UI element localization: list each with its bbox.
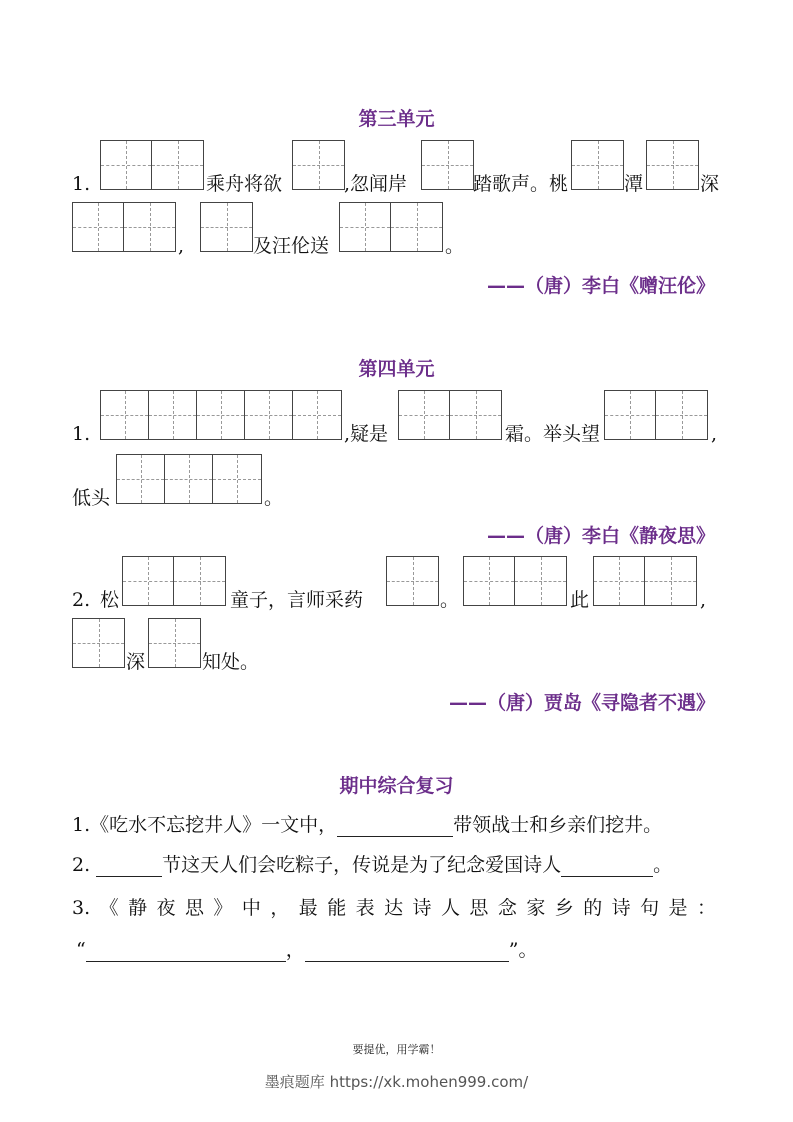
- question-text: 带领战士和乡亲们挖井。: [453, 814, 663, 836]
- answer-grid[interactable]: [604, 390, 708, 440]
- poem-text: 踏歌声。桃: [473, 173, 569, 195]
- fill-blank[interactable]: [337, 816, 453, 837]
- poem-text: 深: [126, 651, 146, 673]
- poem-text: 深: [700, 173, 720, 195]
- answer-grid[interactable]: [386, 556, 439, 606]
- question-text: 《静夜思》中，最能表达诗人思念家乡的诗句是：: [99, 897, 722, 919]
- poem-text: ,: [711, 423, 718, 445]
- answer-grid[interactable]: [100, 390, 342, 440]
- poem-text: 松: [100, 589, 120, 611]
- poem-text: 。: [264, 487, 284, 509]
- fill-blank[interactable]: [561, 856, 653, 877]
- poem-text: 。: [440, 589, 460, 611]
- answer-grid[interactable]: [571, 140, 624, 190]
- poem-text: 。: [445, 235, 465, 257]
- unit3-heading: 第三单元: [358, 108, 435, 130]
- poem-text: 低头: [72, 487, 111, 509]
- answer-grid[interactable]: [148, 618, 201, 668]
- poem-text: 童子，言师采药: [230, 589, 364, 611]
- poem-text: ,忽闻岸: [344, 173, 408, 195]
- footer-site: 墨痕题库 https://xk.mohen999.com/: [264, 1073, 529, 1091]
- question-text: 节这天人们会吃粽子，传说是为了纪念爱国诗人: [162, 854, 562, 876]
- fill-blank[interactable]: [305, 941, 509, 962]
- midterm-q3: [72, 896, 722, 920]
- poem-text: 此: [570, 589, 590, 611]
- unit4-heading: 第四单元: [358, 358, 435, 380]
- question-number: 2.: [72, 854, 91, 876]
- comma: ，: [285, 939, 305, 961]
- answer-grid[interactable]: [122, 556, 226, 606]
- answer-grid[interactable]: [646, 140, 699, 190]
- question-text: 《吃水不忘挖井人》一文中，: [90, 814, 338, 836]
- poem-text: 知处。: [202, 651, 260, 673]
- unit4-attribution-1: ——（唐）李白《静夜思》: [486, 525, 715, 547]
- midterm-heading: 期中综合复习: [339, 775, 454, 797]
- answer-grid[interactable]: [200, 202, 253, 252]
- midterm-q1: [72, 813, 662, 837]
- unit4-attribution-2: ——（唐）贾岛《寻隐者不遇》: [448, 692, 715, 714]
- answer-grid[interactable]: [593, 556, 697, 606]
- answer-grid[interactable]: [339, 202, 443, 252]
- answer-grid[interactable]: [421, 140, 474, 190]
- poem-text: 潭: [624, 173, 644, 195]
- poem-text: ,: [178, 235, 185, 257]
- question-number: 1.: [72, 814, 91, 836]
- answer-grid[interactable]: [100, 140, 204, 190]
- unit4-q2-number: 2.: [72, 589, 91, 611]
- answer-grid[interactable]: [398, 390, 502, 440]
- poem-text: ,疑是: [344, 423, 389, 445]
- midterm-q2: [72, 853, 672, 877]
- answer-grid[interactable]: [116, 454, 262, 504]
- question-number: 3.: [72, 897, 91, 919]
- footer-slogan: 要提优，用学霸！: [352, 1043, 441, 1056]
- answer-grid[interactable]: [463, 556, 567, 606]
- fill-blank[interactable]: [86, 941, 286, 962]
- unit3-attribution: ——（唐）李白《赠汪伦》: [486, 275, 715, 297]
- unit3-q1-number: 1.: [72, 173, 91, 195]
- unit4-q1-number: 1.: [72, 423, 91, 445]
- fill-blank[interactable]: [96, 856, 162, 877]
- close-quote: ”。: [508, 939, 538, 961]
- open-quote: “: [76, 939, 86, 961]
- poem-text: 霜。举头望: [505, 423, 601, 445]
- poem-text: 及汪伦送: [253, 235, 330, 257]
- poem-text: 乘舟将欲: [206, 173, 283, 195]
- answer-grid[interactable]: [72, 618, 125, 668]
- answer-grid[interactable]: [72, 202, 176, 252]
- poem-text: ,: [700, 589, 707, 611]
- midterm-q3-answer-line: [76, 938, 537, 962]
- question-text: 。: [653, 854, 673, 876]
- answer-grid[interactable]: [292, 140, 345, 190]
